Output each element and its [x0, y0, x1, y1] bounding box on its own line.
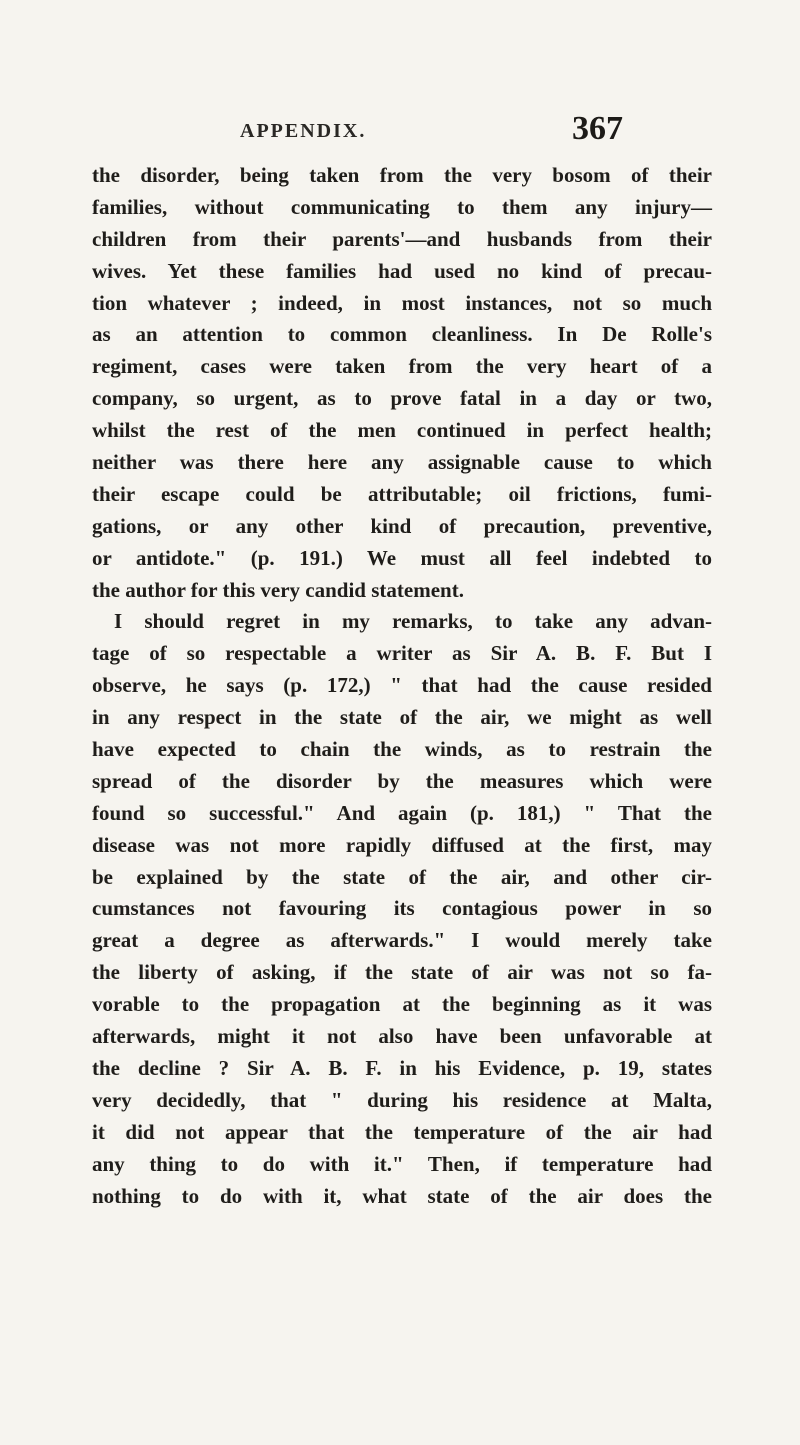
text-line: families, without communicating to them any injury— [92, 194, 712, 219]
text-line: cumstances not favouring its contagious power in so [92, 896, 712, 921]
text-line: neither was there here any assignable cause to which [92, 450, 712, 475]
body-text [92, 160, 712, 1212]
text-line: the liberty of asking, if the state of air was not so fa- [92, 960, 712, 985]
text-line: the author for this very candid statement. [92, 577, 464, 602]
text-line: in any respect in the state of the air, we might as well [92, 705, 712, 730]
text-line: it did not appear that the temperature of the air had [92, 1119, 712, 1144]
text-line: I should regret in my remarks, to take any advan- [114, 609, 712, 634]
text-line: disease was not more rapidly diffused at the first, may [92, 832, 712, 857]
text-line: found so successful." And again (p. 181,) " That the [92, 800, 712, 825]
text-line: vorable to the propagation at the beginning as it was [92, 992, 712, 1017]
text-line: afterwards, might it not also have been unfavorable at [92, 1024, 712, 1049]
text-line: or antidote." (p. 191.) We must all feel indebted to [92, 545, 712, 570]
running-head [0, 110, 800, 150]
text-line: observe, he says (p. 172,) " that had the cause resided [92, 673, 712, 698]
text-line: whilst the rest of the men continued in perfect health; [92, 418, 712, 443]
text-line: the disorder, being taken from the very bosom of their [92, 163, 712, 187]
text-line: spread of the disorder by the measures which were [92, 768, 712, 793]
text-line: the decline ? Sir A. B. F. in his Evidence, p. 19, states [92, 1055, 712, 1080]
text-line: company, so urgent, as to prove fatal in a day or two, [92, 386, 712, 411]
text-line: any thing to do with it." Then, if temperature had [92, 1151, 712, 1176]
page-number: 367 [572, 110, 623, 147]
text-line: regiment, cases were taken from the very heart of a [92, 354, 712, 379]
text-line: gations, or any other kind of precaution, preventive, [92, 513, 712, 538]
text-line: wives. Yet these families had used no kind of precau- [92, 258, 712, 283]
text-line: tage of so respectable a writer as Sir A. B. F. But I [92, 641, 712, 666]
text-line: children from their parents'—and husbands from their [92, 226, 712, 251]
text-line: have expected to chain the winds, as to restrain the [92, 737, 712, 762]
text-line: great a degree as afterwards." I would merely take [92, 928, 712, 953]
running-title: APPENDIX. [240, 120, 367, 142]
text-line: their escape could be attributable; oil frictions, fumi- [92, 481, 712, 506]
text-line: very decidedly, that " during his residence at Malta, [92, 1087, 712, 1112]
text-line: as an attention to common cleanliness. In De Rolle's [92, 322, 712, 347]
text-line: nothing to do with it, what state of the air does the [92, 1183, 712, 1208]
text-line: tion whatever ; indeed, in most instances, not so much [92, 290, 712, 315]
text-line: be explained by the state of the air, and other cir- [92, 864, 712, 889]
